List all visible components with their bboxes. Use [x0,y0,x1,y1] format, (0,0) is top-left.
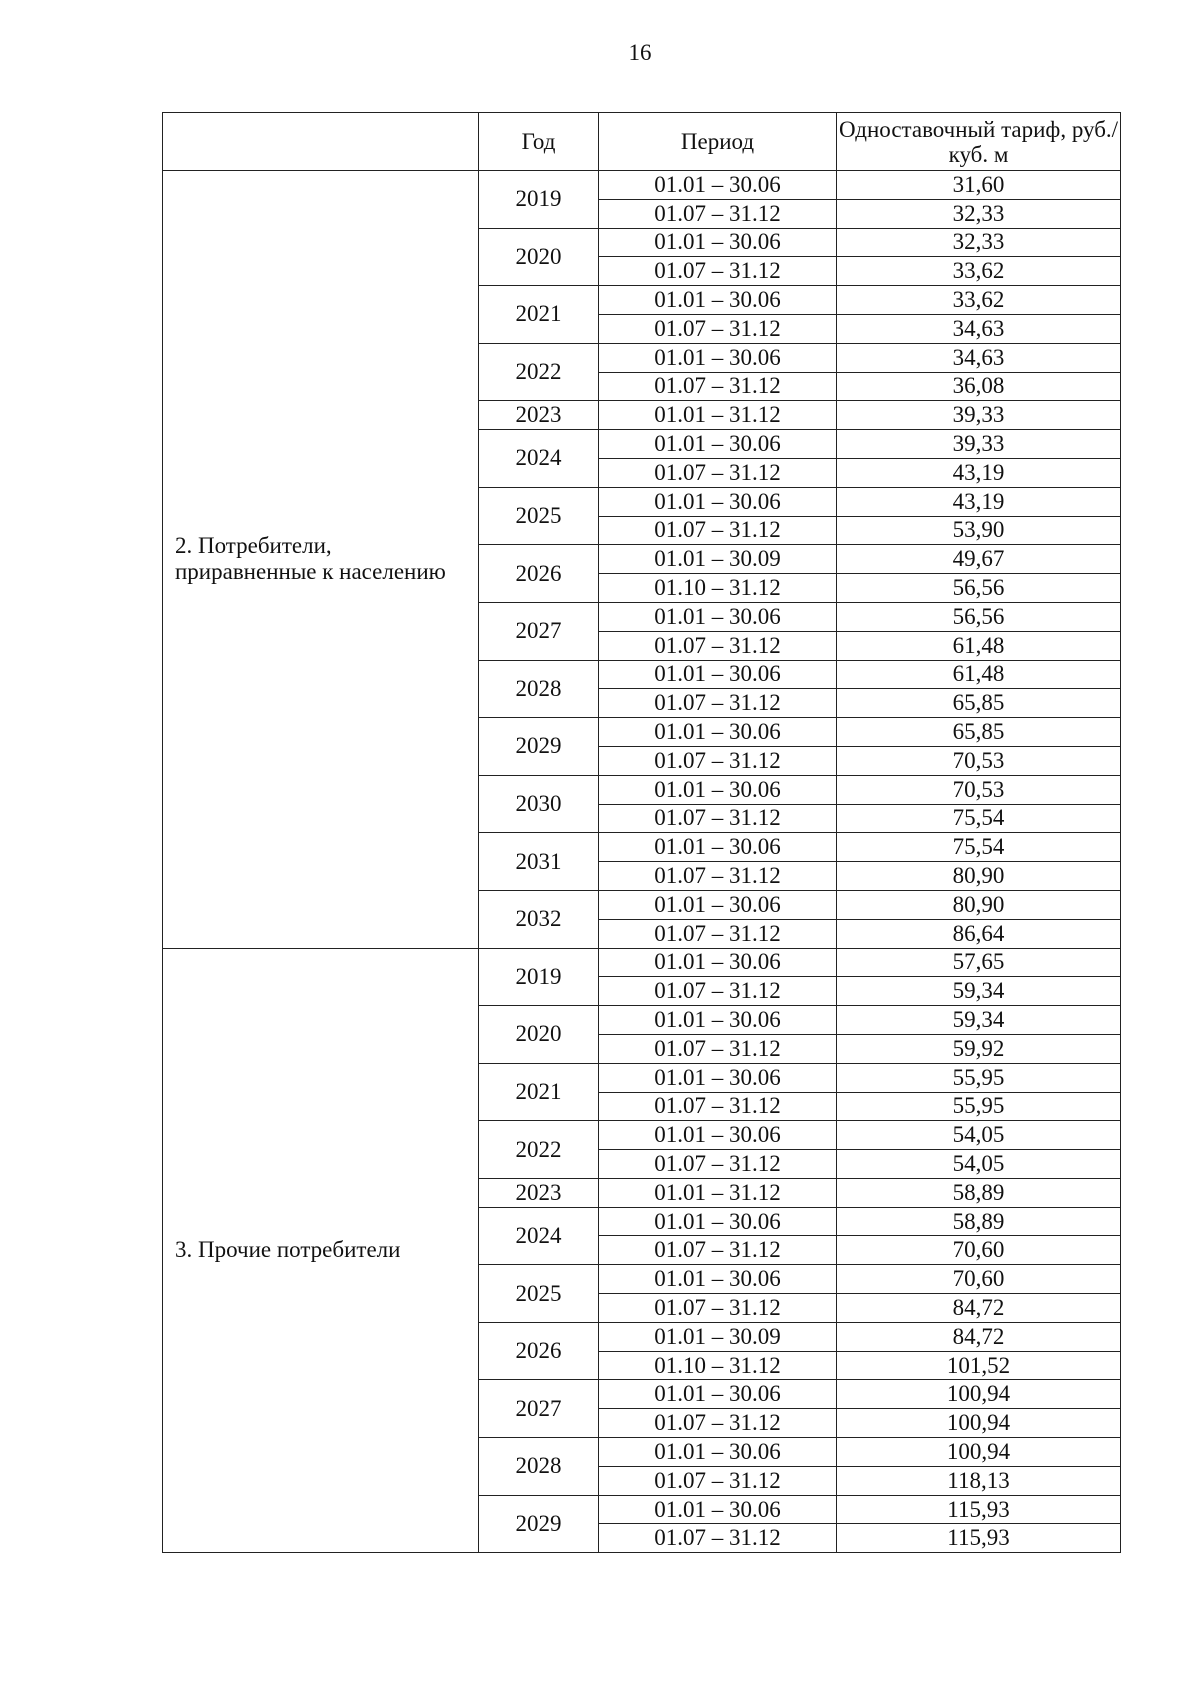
period-cell: 01.01 – 30.06 [599,1438,837,1467]
tariff-cell: 34,63 [837,343,1121,372]
year-cell: 2028 [479,660,599,718]
tariff-cell: 36,08 [837,372,1121,401]
year-cell: 2021 [479,1063,599,1121]
tariff-cell: 39,33 [837,430,1121,459]
period-cell: 01.07 – 31.12 [599,631,837,660]
period-cell: 01.07 – 31.12 [599,919,837,948]
tariff-cell: 65,85 [837,718,1121,747]
year-cell: 2023 [479,1178,599,1207]
period-cell: 01.01 – 30.06 [599,718,837,747]
tariff-cell: 70,53 [837,775,1121,804]
tariff-cell: 34,63 [837,314,1121,343]
year-cell: 2032 [479,890,599,948]
header-tariff: Одноставочный тариф, руб./куб. м [837,113,1121,171]
period-cell: 01.07 – 31.12 [599,458,837,487]
period-cell: 01.01 – 30.06 [599,890,837,919]
tariff-cell: 100,94 [837,1438,1121,1467]
period-cell: 01.07 – 31.12 [599,199,837,228]
year-cell: 2022 [479,343,599,401]
tariff-cell: 84,72 [837,1322,1121,1351]
year-cell: 2027 [479,1380,599,1438]
year-cell: 2026 [479,1322,599,1380]
tariff-cell: 59,92 [837,1034,1121,1063]
year-cell: 2022 [479,1121,599,1179]
tariff-cell: 59,34 [837,977,1121,1006]
tariff-cell: 61,48 [837,660,1121,689]
year-cell: 2026 [479,545,599,603]
period-cell: 01.07 – 31.12 [599,746,837,775]
year-cell: 2025 [479,1265,599,1323]
tariff-cell: 115,93 [837,1524,1121,1553]
header-period: Период [599,113,837,171]
period-cell: 01.01 – 30.06 [599,1121,837,1150]
tariff-cell: 118,13 [837,1466,1121,1495]
tariff-cell: 75,54 [837,804,1121,833]
tariff-cell: 70,60 [837,1265,1121,1294]
period-cell: 01.01 – 30.06 [599,775,837,804]
tariff-cell: 65,85 [837,689,1121,718]
period-cell: 01.10 – 31.12 [599,574,837,603]
year-cell: 2031 [479,833,599,891]
tariff-cell: 101,52 [837,1351,1121,1380]
period-cell: 01.01 – 30.06 [599,487,837,516]
year-cell: 2023 [479,401,599,430]
table-row [163,948,1121,977]
period-cell: 01.01 – 30.06 [599,948,837,977]
tariff-cell: 43,19 [837,487,1121,516]
tariff-cell: 49,67 [837,545,1121,574]
period-cell: 01.07 – 31.12 [599,689,837,718]
tariff-cell: 84,72 [837,1294,1121,1323]
period-cell: 01.01 – 30.06 [599,1265,837,1294]
year-cell: 2024 [479,430,599,488]
period-cell: 01.01 – 30.06 [599,343,837,372]
period-cell: 01.07 – 31.12 [599,1150,837,1179]
tariff-cell: 58,89 [837,1207,1121,1236]
year-cell: 2021 [479,286,599,344]
tariff-cell: 32,33 [837,199,1121,228]
tariff-cell: 75,54 [837,833,1121,862]
header-row [163,113,1121,171]
period-cell: 01.07 – 31.12 [599,1236,837,1265]
year-cell: 2024 [479,1207,599,1265]
tariff-cell: 32,33 [837,228,1121,257]
period-cell: 01.07 – 31.12 [599,1034,837,1063]
tariff-cell: 70,53 [837,746,1121,775]
header-consumer-group [163,113,479,171]
tariff-cell: 115,93 [837,1495,1121,1524]
period-cell: 01.07 – 31.12 [599,516,837,545]
tariff-cell: 54,05 [837,1121,1121,1150]
tariff-table [162,112,1121,1553]
tariff-cell: 31,60 [837,171,1121,200]
period-cell: 01.01 – 30.06 [599,430,837,459]
period-cell: 01.07 – 31.12 [599,1294,837,1323]
period-cell: 01.01 – 30.06 [599,228,837,257]
tariff-cell: 55,95 [837,1063,1121,1092]
period-cell: 01.01 – 30.06 [599,1207,837,1236]
year-cell: 2020 [479,228,599,286]
table-row [163,171,1121,200]
period-cell: 01.01 – 30.06 [599,1006,837,1035]
tariff-cell: 56,56 [837,602,1121,631]
period-cell: 01.07 – 31.12 [599,977,837,1006]
year-cell: 2025 [479,487,599,545]
period-cell: 01.07 – 31.12 [599,257,837,286]
year-cell: 2029 [479,1495,599,1553]
period-cell: 01.01 – 30.06 [599,660,837,689]
period-cell: 01.01 – 30.06 [599,1380,837,1409]
period-cell: 01.07 – 31.12 [599,1466,837,1495]
table-header [163,113,1121,171]
period-cell: 01.01 – 30.06 [599,1495,837,1524]
tariff-cell: 80,90 [837,862,1121,891]
period-cell: 01.01 – 31.12 [599,1178,837,1207]
tariff-cell: 39,33 [837,401,1121,430]
tariff-cell: 54,05 [837,1150,1121,1179]
period-cell: 01.01 – 31.12 [599,401,837,430]
tariff-cell: 100,94 [837,1409,1121,1438]
page-number: 16 [628,40,652,65]
tariff-cell: 86,64 [837,919,1121,948]
header-year: Год [479,113,599,171]
year-cell: 2019 [479,948,599,1006]
period-cell: 01.01 – 30.06 [599,602,837,631]
tariff-cell: 53,90 [837,516,1121,545]
period-cell: 01.01 – 30.06 [599,171,837,200]
period-cell: 01.07 – 31.12 [599,862,837,891]
period-cell: 01.01 – 30.09 [599,1322,837,1351]
period-cell: 01.07 – 31.12 [599,372,837,401]
table-body [163,171,1121,1553]
period-cell: 01.07 – 31.12 [599,314,837,343]
period-cell: 01.01 – 30.06 [599,833,837,862]
period-cell: 01.01 – 30.06 [599,1063,837,1092]
tariff-cell: 80,90 [837,890,1121,919]
period-cell: 01.07 – 31.12 [599,804,837,833]
tariff-cell: 56,56 [837,574,1121,603]
tariff-cell: 70,60 [837,1236,1121,1265]
year-cell: 2030 [479,775,599,833]
period-cell: 01.07 – 31.12 [599,1409,837,1438]
tariff-cell: 59,34 [837,1006,1121,1035]
tariff-cell: 100,94 [837,1380,1121,1409]
tariff-cell: 61,48 [837,631,1121,660]
consumer-group-cell: 3. Прочие потребители [163,948,479,1553]
period-cell: 01.10 – 31.12 [599,1351,837,1380]
period-cell: 01.07 – 31.12 [599,1092,837,1121]
year-cell: 2027 [479,602,599,660]
year-cell: 2029 [479,718,599,776]
tariff-cell: 43,19 [837,458,1121,487]
year-cell: 2020 [479,1006,599,1064]
tariff-cell: 33,62 [837,286,1121,315]
tariff-cell: 55,95 [837,1092,1121,1121]
tariff-cell: 33,62 [837,257,1121,286]
period-cell: 01.01 – 30.09 [599,545,837,574]
year-cell: 2028 [479,1438,599,1496]
tariff-cell: 57,65 [837,948,1121,977]
tariff-cell: 58,89 [837,1178,1121,1207]
period-cell: 01.01 – 30.06 [599,286,837,315]
period-cell: 01.07 – 31.12 [599,1524,837,1553]
consumer-group-cell: 2. Потребители, приравненные к населению [163,171,479,949]
year-cell: 2019 [479,171,599,229]
